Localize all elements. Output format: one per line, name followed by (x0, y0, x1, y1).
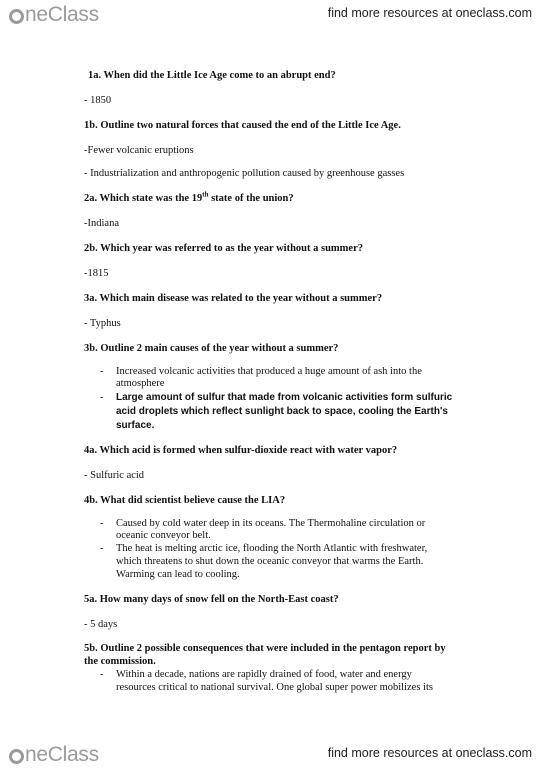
logo-text: neClass (25, 3, 99, 26)
oneclass-logo[interactable] (9, 743, 99, 767)
oneclass-logo[interactable] (9, 3, 99, 27)
answer-1b-1: -Fewer volcanic eruptions (84, 145, 194, 156)
page-header (0, 0, 544, 26)
bullet-marker: - (100, 392, 104, 403)
answer-3b-2-line1: Large amount of sulfur that made from volcanic activities form sulfuric (116, 392, 453, 403)
header-tagline[interactable]: find more resources at oneclass.com (327, 6, 532, 20)
answer-4b-1-line2: oceanic conveyor belt. (116, 530, 211, 541)
question-3b: 3b. Outline 2 main causes of the year without a summer? (84, 343, 339, 354)
answer-3b-2-line3: surface. (116, 420, 155, 431)
answer-4b-2-line2: which threatens to shut down the oceanic conveyor that warms the Earth. (116, 556, 424, 567)
question-5b-line1: 5b. Outline 2 possible consequences that were included in the pentagon report by (84, 643, 446, 654)
answer-2a: -Indiana (84, 218, 119, 229)
question-5a: 5a. How many days of snow fell on the North-East coast? (84, 594, 339, 605)
answer-5b-1-line1: Within a decade, nations are rapidly drained of food, water and energy (116, 669, 412, 680)
logo-ring-icon (9, 749, 24, 764)
answer-1b-2: - Industrialization and anthropogenic pollution caused by greenhouse gasses (84, 168, 405, 179)
logo-ring-icon (9, 9, 24, 24)
answer-2b: -1815 (84, 268, 109, 279)
answer-5b-1-line2: resources critical to national survival. One global super power mobilizes its (116, 682, 433, 693)
answer-3b-2-line2: acid droplets which reflect sunlight back to space, cooling the Earth's (116, 406, 448, 417)
question-4b: 4b. What did scientist believe cause the LIA? (84, 495, 286, 506)
question-1a: 1a. When did the Little Ice Age come to an abrupt end? (88, 70, 336, 81)
page-footer (0, 740, 544, 766)
answer-1a: - 1850 (84, 95, 112, 106)
answer-3a: - Typhus (84, 318, 121, 329)
answer-4b-1-line1: Caused by cold water deep in its oceans. The Thermohaline circulation or (116, 518, 426, 529)
answer-4b-2-line1: The heat is melting arctic ice, flooding the North Atlantic with freshwater, (116, 543, 428, 554)
question-1b: 1b. Outline two natural forces that caused the end of the Little Ice Age. (84, 120, 401, 131)
answer-3b-1-line2: atmosphere (116, 378, 165, 389)
answer-4b-2-line3: Warming can lead to cooling. (116, 569, 240, 580)
question-3a: 3a. Which main disease was related to the year without a summer? (84, 293, 383, 304)
footer-tagline[interactable]: find more resources at oneclass.com (327, 746, 532, 760)
logo-text: neClass (25, 743, 99, 766)
question-2a: 2a. Which state was the 19th state of the union? (84, 190, 294, 204)
bullet-marker: - (100, 366, 104, 377)
bullet-marker: - (100, 518, 104, 529)
question-4a: 4a. Which acid is formed when sulfur-dioxide react with water vapor? (84, 445, 398, 456)
bullet-marker: - (100, 543, 104, 554)
question-5b-line2: the commission. (84, 656, 156, 667)
answer-5a: - 5 days (84, 619, 118, 630)
answer-4a: - Sulfuric acid (84, 470, 145, 481)
question-2b: 2b. Which year was referred to as the year without a summer? (84, 243, 363, 254)
answer-3b-1-line1: Increased volcanic activities that produced a huge amount of ash into the (116, 366, 422, 377)
bullet-marker: - (100, 669, 104, 680)
